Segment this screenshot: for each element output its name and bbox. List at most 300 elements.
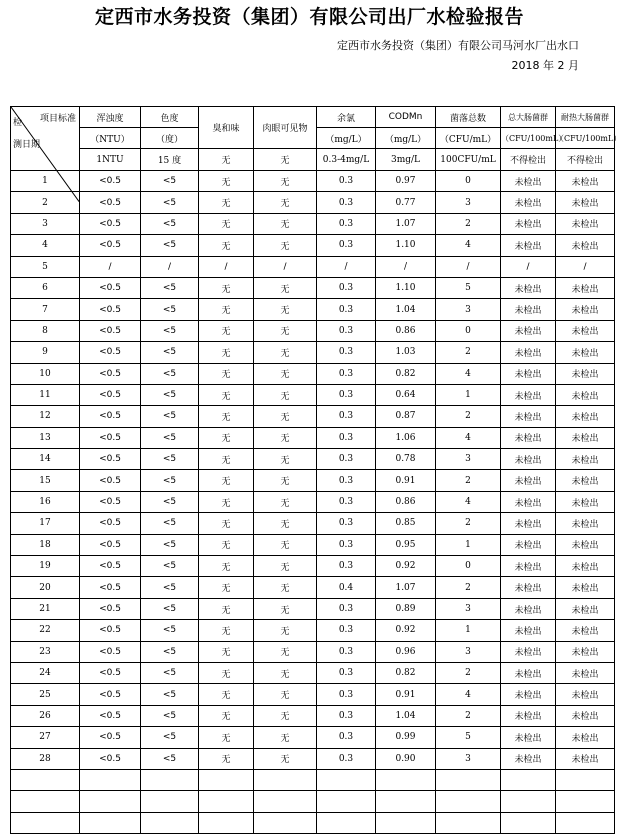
value-cell: 未检出 xyxy=(556,427,615,448)
value-cell: 未检出 xyxy=(501,491,556,512)
value-cell: 未检出 xyxy=(501,620,556,641)
day-cell: 22 xyxy=(11,620,80,641)
value-cell: 1.07 xyxy=(376,213,436,234)
value-cell: 无 xyxy=(199,342,254,363)
day-cell: 5 xyxy=(11,256,80,277)
value-cell: <5 xyxy=(141,384,199,405)
day-cell: 23 xyxy=(11,641,80,662)
value-cell: 未检出 xyxy=(501,641,556,662)
day-cell: 1 xyxy=(11,171,80,192)
value-cell: 未检出 xyxy=(501,684,556,705)
day-cell: 7 xyxy=(11,299,80,320)
value-cell: 未检出 xyxy=(501,748,556,769)
value-cell: <0.5 xyxy=(80,427,141,448)
day-cell: 6 xyxy=(11,277,80,298)
value-cell: 未检出 xyxy=(556,641,615,662)
day-cell: 27 xyxy=(11,727,80,748)
value-cell: 1.04 xyxy=(376,705,436,726)
table-row xyxy=(11,748,615,769)
value-cell: 未检出 xyxy=(501,363,556,384)
value-cell: 无 xyxy=(199,577,254,598)
empty-cell xyxy=(436,769,501,791)
value-cell: 无 xyxy=(254,556,317,577)
value-cell: 0.77 xyxy=(376,192,436,213)
value-cell: <0.5 xyxy=(80,406,141,427)
column-unit-9: （CFU/100mL） xyxy=(556,128,615,149)
value-cell: 未检出 xyxy=(556,620,615,641)
value-cell: 无 xyxy=(254,491,317,512)
value-cell: 无 xyxy=(199,363,254,384)
value-cell: 无 xyxy=(254,513,317,534)
value-cell: <0.5 xyxy=(80,662,141,683)
table-row xyxy=(11,556,615,577)
value-cell: 0.3 xyxy=(317,513,376,534)
empty-cell xyxy=(254,769,317,791)
column-standard-3: 无 xyxy=(199,149,254,171)
value-cell: <0.5 xyxy=(80,470,141,491)
value-cell: <0.5 xyxy=(80,192,141,213)
value-cell: 0.64 xyxy=(376,384,436,405)
value-cell: 0.87 xyxy=(376,406,436,427)
value-cell: 未检出 xyxy=(556,277,615,298)
value-cell: 0.3 xyxy=(317,277,376,298)
value-cell: 0.3 xyxy=(317,727,376,748)
column-standard-4: 无 xyxy=(254,149,317,171)
value-cell: 无 xyxy=(199,727,254,748)
column-standard-6: 3mg/L xyxy=(376,149,436,171)
value-cell: 无 xyxy=(254,277,317,298)
value-cell: 0.92 xyxy=(376,556,436,577)
value-cell: 0.85 xyxy=(376,513,436,534)
value-cell: 无 xyxy=(199,684,254,705)
table-row xyxy=(11,320,615,341)
value-cell: 1.06 xyxy=(376,427,436,448)
value-cell: 0.91 xyxy=(376,470,436,491)
table-row xyxy=(11,256,615,277)
value-cell: / xyxy=(141,256,199,277)
value-cell: 无 xyxy=(254,705,317,726)
column-header-5: 余氯 xyxy=(317,107,376,128)
value-cell: 2 xyxy=(436,577,501,598)
column-unit-2: （度） xyxy=(141,128,199,149)
value-cell: 无 xyxy=(199,491,254,512)
column-header-6: CODMn xyxy=(376,107,436,128)
value-cell: 1.04 xyxy=(376,299,436,320)
value-cell: 未检出 xyxy=(501,171,556,192)
value-cell: 无 xyxy=(199,427,254,448)
header-row-names xyxy=(11,107,615,128)
header-row-standards xyxy=(11,149,615,171)
table-row xyxy=(11,277,615,298)
value-cell: 无 xyxy=(199,620,254,641)
empty-cell xyxy=(141,791,199,813)
day-cell: 24 xyxy=(11,662,80,683)
value-cell: 无 xyxy=(199,470,254,491)
table-row xyxy=(11,213,615,234)
value-cell: 1 xyxy=(436,620,501,641)
value-cell: 无 xyxy=(199,534,254,555)
value-cell: 3 xyxy=(436,299,501,320)
table-row xyxy=(11,192,615,213)
value-cell: 0.89 xyxy=(376,598,436,619)
value-cell: 无 xyxy=(254,620,317,641)
empty-cell xyxy=(199,791,254,813)
value-cell: 0.86 xyxy=(376,320,436,341)
table-row xyxy=(11,705,615,726)
value-cell: 无 xyxy=(199,406,254,427)
value-cell: 未检出 xyxy=(501,449,556,470)
value-cell: 无 xyxy=(199,513,254,534)
value-cell: <5 xyxy=(141,513,199,534)
value-cell: 2 xyxy=(436,342,501,363)
value-cell: 未检出 xyxy=(556,534,615,555)
empty-row xyxy=(11,812,615,834)
column-header-8: 总大肠菌群 xyxy=(501,107,556,128)
value-cell: <5 xyxy=(141,406,199,427)
value-cell: <0.5 xyxy=(80,491,141,512)
day-cell: 14 xyxy=(11,449,80,470)
day-cell: 4 xyxy=(11,235,80,256)
empty-cell xyxy=(141,769,199,791)
value-cell: 1.10 xyxy=(376,235,436,256)
value-cell: <5 xyxy=(141,620,199,641)
value-cell: 1.03 xyxy=(376,342,436,363)
day-cell: 12 xyxy=(11,406,80,427)
value-cell: 未检出 xyxy=(501,342,556,363)
value-cell: 无 xyxy=(254,449,317,470)
value-cell: 2 xyxy=(436,213,501,234)
value-cell: 3 xyxy=(436,748,501,769)
table-row xyxy=(11,513,615,534)
value-cell: 0.82 xyxy=(376,662,436,683)
value-cell: 0.3 xyxy=(317,598,376,619)
corner-label-items: 项目标准 xyxy=(39,114,76,124)
value-cell: 未检出 xyxy=(501,427,556,448)
day-cell: 8 xyxy=(11,320,80,341)
value-cell: 0.3 xyxy=(317,213,376,234)
inspection-table xyxy=(10,106,621,834)
value-cell: <5 xyxy=(141,470,199,491)
corner-label-date: 测日期 xyxy=(13,140,41,150)
day-cell: 15 xyxy=(11,470,80,491)
value-cell: 未检出 xyxy=(556,299,615,320)
column-header-1: 浑浊度 xyxy=(80,107,141,128)
value-cell: 4 xyxy=(436,235,501,256)
value-cell: 无 xyxy=(254,320,317,341)
value-cell: 0.99 xyxy=(376,727,436,748)
empty-cell xyxy=(11,791,80,813)
value-cell: 无 xyxy=(254,534,317,555)
value-cell: 0.3 xyxy=(317,299,376,320)
value-cell: 无 xyxy=(254,727,317,748)
value-cell: 无 xyxy=(199,556,254,577)
empty-cell xyxy=(376,791,436,813)
value-cell: <0.5 xyxy=(80,598,141,619)
value-cell: 0 xyxy=(436,320,501,341)
value-cell: 未检出 xyxy=(501,406,556,427)
value-cell: 3 xyxy=(436,192,501,213)
value-cell: 无 xyxy=(199,320,254,341)
column-header-7: 菌落总数 xyxy=(436,107,501,128)
value-cell: 无 xyxy=(254,406,317,427)
value-cell: 未检出 xyxy=(501,277,556,298)
day-cell: 2 xyxy=(11,192,80,213)
column-standard-8: 不得检出 xyxy=(501,149,556,171)
value-cell: 1.10 xyxy=(376,277,436,298)
value-cell: 0.3 xyxy=(317,748,376,769)
day-cell: 20 xyxy=(11,577,80,598)
value-cell: 无 xyxy=(199,213,254,234)
empty-cell xyxy=(317,791,376,813)
value-cell: 未检出 xyxy=(501,192,556,213)
value-cell: 未检出 xyxy=(556,192,615,213)
value-cell: 5 xyxy=(436,727,501,748)
value-cell: <5 xyxy=(141,235,199,256)
value-cell: 0.3 xyxy=(317,171,376,192)
value-cell: 0.97 xyxy=(376,171,436,192)
column-unit-5: （mg/L） xyxy=(317,128,376,149)
value-cell: / xyxy=(199,256,254,277)
value-cell: 无 xyxy=(199,235,254,256)
value-cell: 未检出 xyxy=(556,406,615,427)
column-header-2: 色度 xyxy=(141,107,199,128)
value-cell: 未检出 xyxy=(501,534,556,555)
value-cell: 未检出 xyxy=(501,727,556,748)
table-row xyxy=(11,235,615,256)
day-cell: 16 xyxy=(11,491,80,512)
value-cell: 无 xyxy=(254,748,317,769)
value-cell: 0.3 xyxy=(317,705,376,726)
value-cell: / xyxy=(80,256,141,277)
table-row xyxy=(11,534,615,555)
value-cell: 未检出 xyxy=(501,384,556,405)
value-cell: 未检出 xyxy=(501,320,556,341)
empty-cell xyxy=(556,769,615,791)
value-cell: 0.3 xyxy=(317,235,376,256)
value-cell: 3 xyxy=(436,449,501,470)
column-standard-1: 1NTU xyxy=(80,149,141,171)
value-cell: 0.3 xyxy=(317,406,376,427)
value-cell: 5 xyxy=(436,277,501,298)
value-cell: 无 xyxy=(254,427,317,448)
value-cell: 4 xyxy=(436,684,501,705)
value-cell: / xyxy=(501,256,556,277)
value-cell: 2 xyxy=(436,406,501,427)
empty-cell xyxy=(436,812,501,834)
value-cell: 无 xyxy=(199,705,254,726)
empty-cell xyxy=(556,791,615,813)
value-cell: 无 xyxy=(199,598,254,619)
value-cell: <5 xyxy=(141,662,199,683)
value-cell: 无 xyxy=(199,192,254,213)
table-row xyxy=(11,684,615,705)
value-cell: <0.5 xyxy=(80,299,141,320)
value-cell: <0.5 xyxy=(80,684,141,705)
value-cell: <0.5 xyxy=(80,620,141,641)
value-cell: <0.5 xyxy=(80,342,141,363)
value-cell: 未检出 xyxy=(556,748,615,769)
value-cell: 0.3 xyxy=(317,470,376,491)
day-cell: 28 xyxy=(11,748,80,769)
value-cell: 未检出 xyxy=(556,491,615,512)
value-cell: 无 xyxy=(254,384,317,405)
table-row xyxy=(11,299,615,320)
value-cell: 0.3 xyxy=(317,342,376,363)
value-cell: 未检出 xyxy=(556,213,615,234)
value-cell: <0.5 xyxy=(80,705,141,726)
column-standard-5: 0.3-4mg/L xyxy=(317,149,376,171)
value-cell: 2 xyxy=(436,470,501,491)
value-cell: 1 xyxy=(436,534,501,555)
value-cell: 未检出 xyxy=(556,320,615,341)
empty-cell xyxy=(11,812,80,834)
value-cell: 未检出 xyxy=(501,470,556,491)
value-cell: 0.3 xyxy=(317,384,376,405)
column-header-9: 耐热大肠菌群 xyxy=(556,107,615,128)
column-unit-1: （NTU） xyxy=(80,128,141,149)
value-cell: 0.4 xyxy=(317,577,376,598)
value-cell: <5 xyxy=(141,641,199,662)
day-cell: 25 xyxy=(11,684,80,705)
table-row xyxy=(11,662,615,683)
value-cell: <0.5 xyxy=(80,213,141,234)
value-cell: 1.07 xyxy=(376,577,436,598)
value-cell: <5 xyxy=(141,727,199,748)
value-cell: 2 xyxy=(436,705,501,726)
empty-cell xyxy=(80,791,141,813)
day-cell: 3 xyxy=(11,213,80,234)
value-cell: <0.5 xyxy=(80,513,141,534)
value-cell: 无 xyxy=(199,277,254,298)
value-cell: <0.5 xyxy=(80,171,141,192)
value-cell: 0.3 xyxy=(317,662,376,683)
value-cell: 未检出 xyxy=(556,662,615,683)
value-cell: 0 xyxy=(436,556,501,577)
table-row xyxy=(11,491,615,512)
empty-cell xyxy=(199,769,254,791)
value-cell: 未检出 xyxy=(556,384,615,405)
value-cell: <0.5 xyxy=(80,384,141,405)
day-cell: 19 xyxy=(11,556,80,577)
table-row xyxy=(11,363,615,384)
value-cell: 未检出 xyxy=(501,299,556,320)
value-cell: <5 xyxy=(141,320,199,341)
value-cell: 0.3 xyxy=(317,534,376,555)
value-cell: 无 xyxy=(254,598,317,619)
value-cell: 未检出 xyxy=(556,684,615,705)
value-cell: 未检出 xyxy=(556,235,615,256)
value-cell: 未检出 xyxy=(556,577,615,598)
value-cell: 0.90 xyxy=(376,748,436,769)
table-row xyxy=(11,406,615,427)
value-cell: 无 xyxy=(254,213,317,234)
value-cell: 未检出 xyxy=(556,727,615,748)
value-cell: 0.82 xyxy=(376,363,436,384)
value-cell: <0.5 xyxy=(80,277,141,298)
value-cell: 4 xyxy=(436,491,501,512)
table-row xyxy=(11,598,615,619)
value-cell: / xyxy=(556,256,615,277)
empty-cell xyxy=(199,812,254,834)
value-cell: 未检出 xyxy=(556,556,615,577)
value-cell: 0.91 xyxy=(376,684,436,705)
value-cell: 无 xyxy=(254,235,317,256)
empty-cell xyxy=(141,812,199,834)
report-title: 定西市水务投资（集团）有限公司出厂水检验报告 xyxy=(94,6,524,28)
report-date: 2018 年 2 月 xyxy=(511,59,579,72)
value-cell: <5 xyxy=(141,342,199,363)
day-cell: 9 xyxy=(11,342,80,363)
empty-cell xyxy=(317,769,376,791)
value-cell: 未检出 xyxy=(556,513,615,534)
value-cell: 无 xyxy=(199,449,254,470)
value-cell: 未检出 xyxy=(501,513,556,534)
value-cell: 未检出 xyxy=(501,577,556,598)
value-cell: 无 xyxy=(254,342,317,363)
value-cell: 无 xyxy=(254,299,317,320)
value-cell: <5 xyxy=(141,705,199,726)
column-standard-2: 15 度 xyxy=(141,149,199,171)
value-cell: <0.5 xyxy=(80,235,141,256)
empty-cell xyxy=(376,812,436,834)
value-cell: <0.5 xyxy=(80,727,141,748)
day-cell: 18 xyxy=(11,534,80,555)
value-cell: / xyxy=(254,256,317,277)
value-cell: <0.5 xyxy=(80,748,141,769)
value-cell: 未检出 xyxy=(501,598,556,619)
value-cell: 3 xyxy=(436,598,501,619)
empty-cell xyxy=(556,812,615,834)
value-cell: 无 xyxy=(199,748,254,769)
value-cell: 2 xyxy=(436,513,501,534)
value-cell: 无 xyxy=(199,641,254,662)
empty-cell xyxy=(254,812,317,834)
value-cell: 4 xyxy=(436,363,501,384)
value-cell: 无 xyxy=(199,171,254,192)
value-cell: <5 xyxy=(141,171,199,192)
table-row xyxy=(11,577,615,598)
value-cell: <5 xyxy=(141,427,199,448)
value-cell: 0.3 xyxy=(317,556,376,577)
value-cell: <0.5 xyxy=(80,320,141,341)
day-cell: 13 xyxy=(11,427,80,448)
value-cell: 0.3 xyxy=(317,684,376,705)
column-header-3: 臭和味 xyxy=(199,107,254,149)
value-cell: 0.86 xyxy=(376,491,436,512)
table-row xyxy=(11,384,615,405)
value-cell: <0.5 xyxy=(80,577,141,598)
day-cell: 17 xyxy=(11,513,80,534)
value-cell: / xyxy=(436,256,501,277)
value-cell: 未检出 xyxy=(556,705,615,726)
empty-cell xyxy=(80,812,141,834)
column-header-4: 肉眼可见物 xyxy=(254,107,317,149)
value-cell: <5 xyxy=(141,299,199,320)
value-cell: <5 xyxy=(141,556,199,577)
value-cell: <5 xyxy=(141,598,199,619)
value-cell: / xyxy=(317,256,376,277)
value-cell: 未检出 xyxy=(501,662,556,683)
value-cell: 0.78 xyxy=(376,449,436,470)
empty-cell xyxy=(376,769,436,791)
empty-cell xyxy=(501,812,556,834)
value-cell: 无 xyxy=(254,662,317,683)
value-cell: 0.3 xyxy=(317,320,376,341)
empty-cell xyxy=(11,769,80,791)
value-cell: 无 xyxy=(199,662,254,683)
value-cell: 未检出 xyxy=(501,556,556,577)
value-cell: 无 xyxy=(254,577,317,598)
